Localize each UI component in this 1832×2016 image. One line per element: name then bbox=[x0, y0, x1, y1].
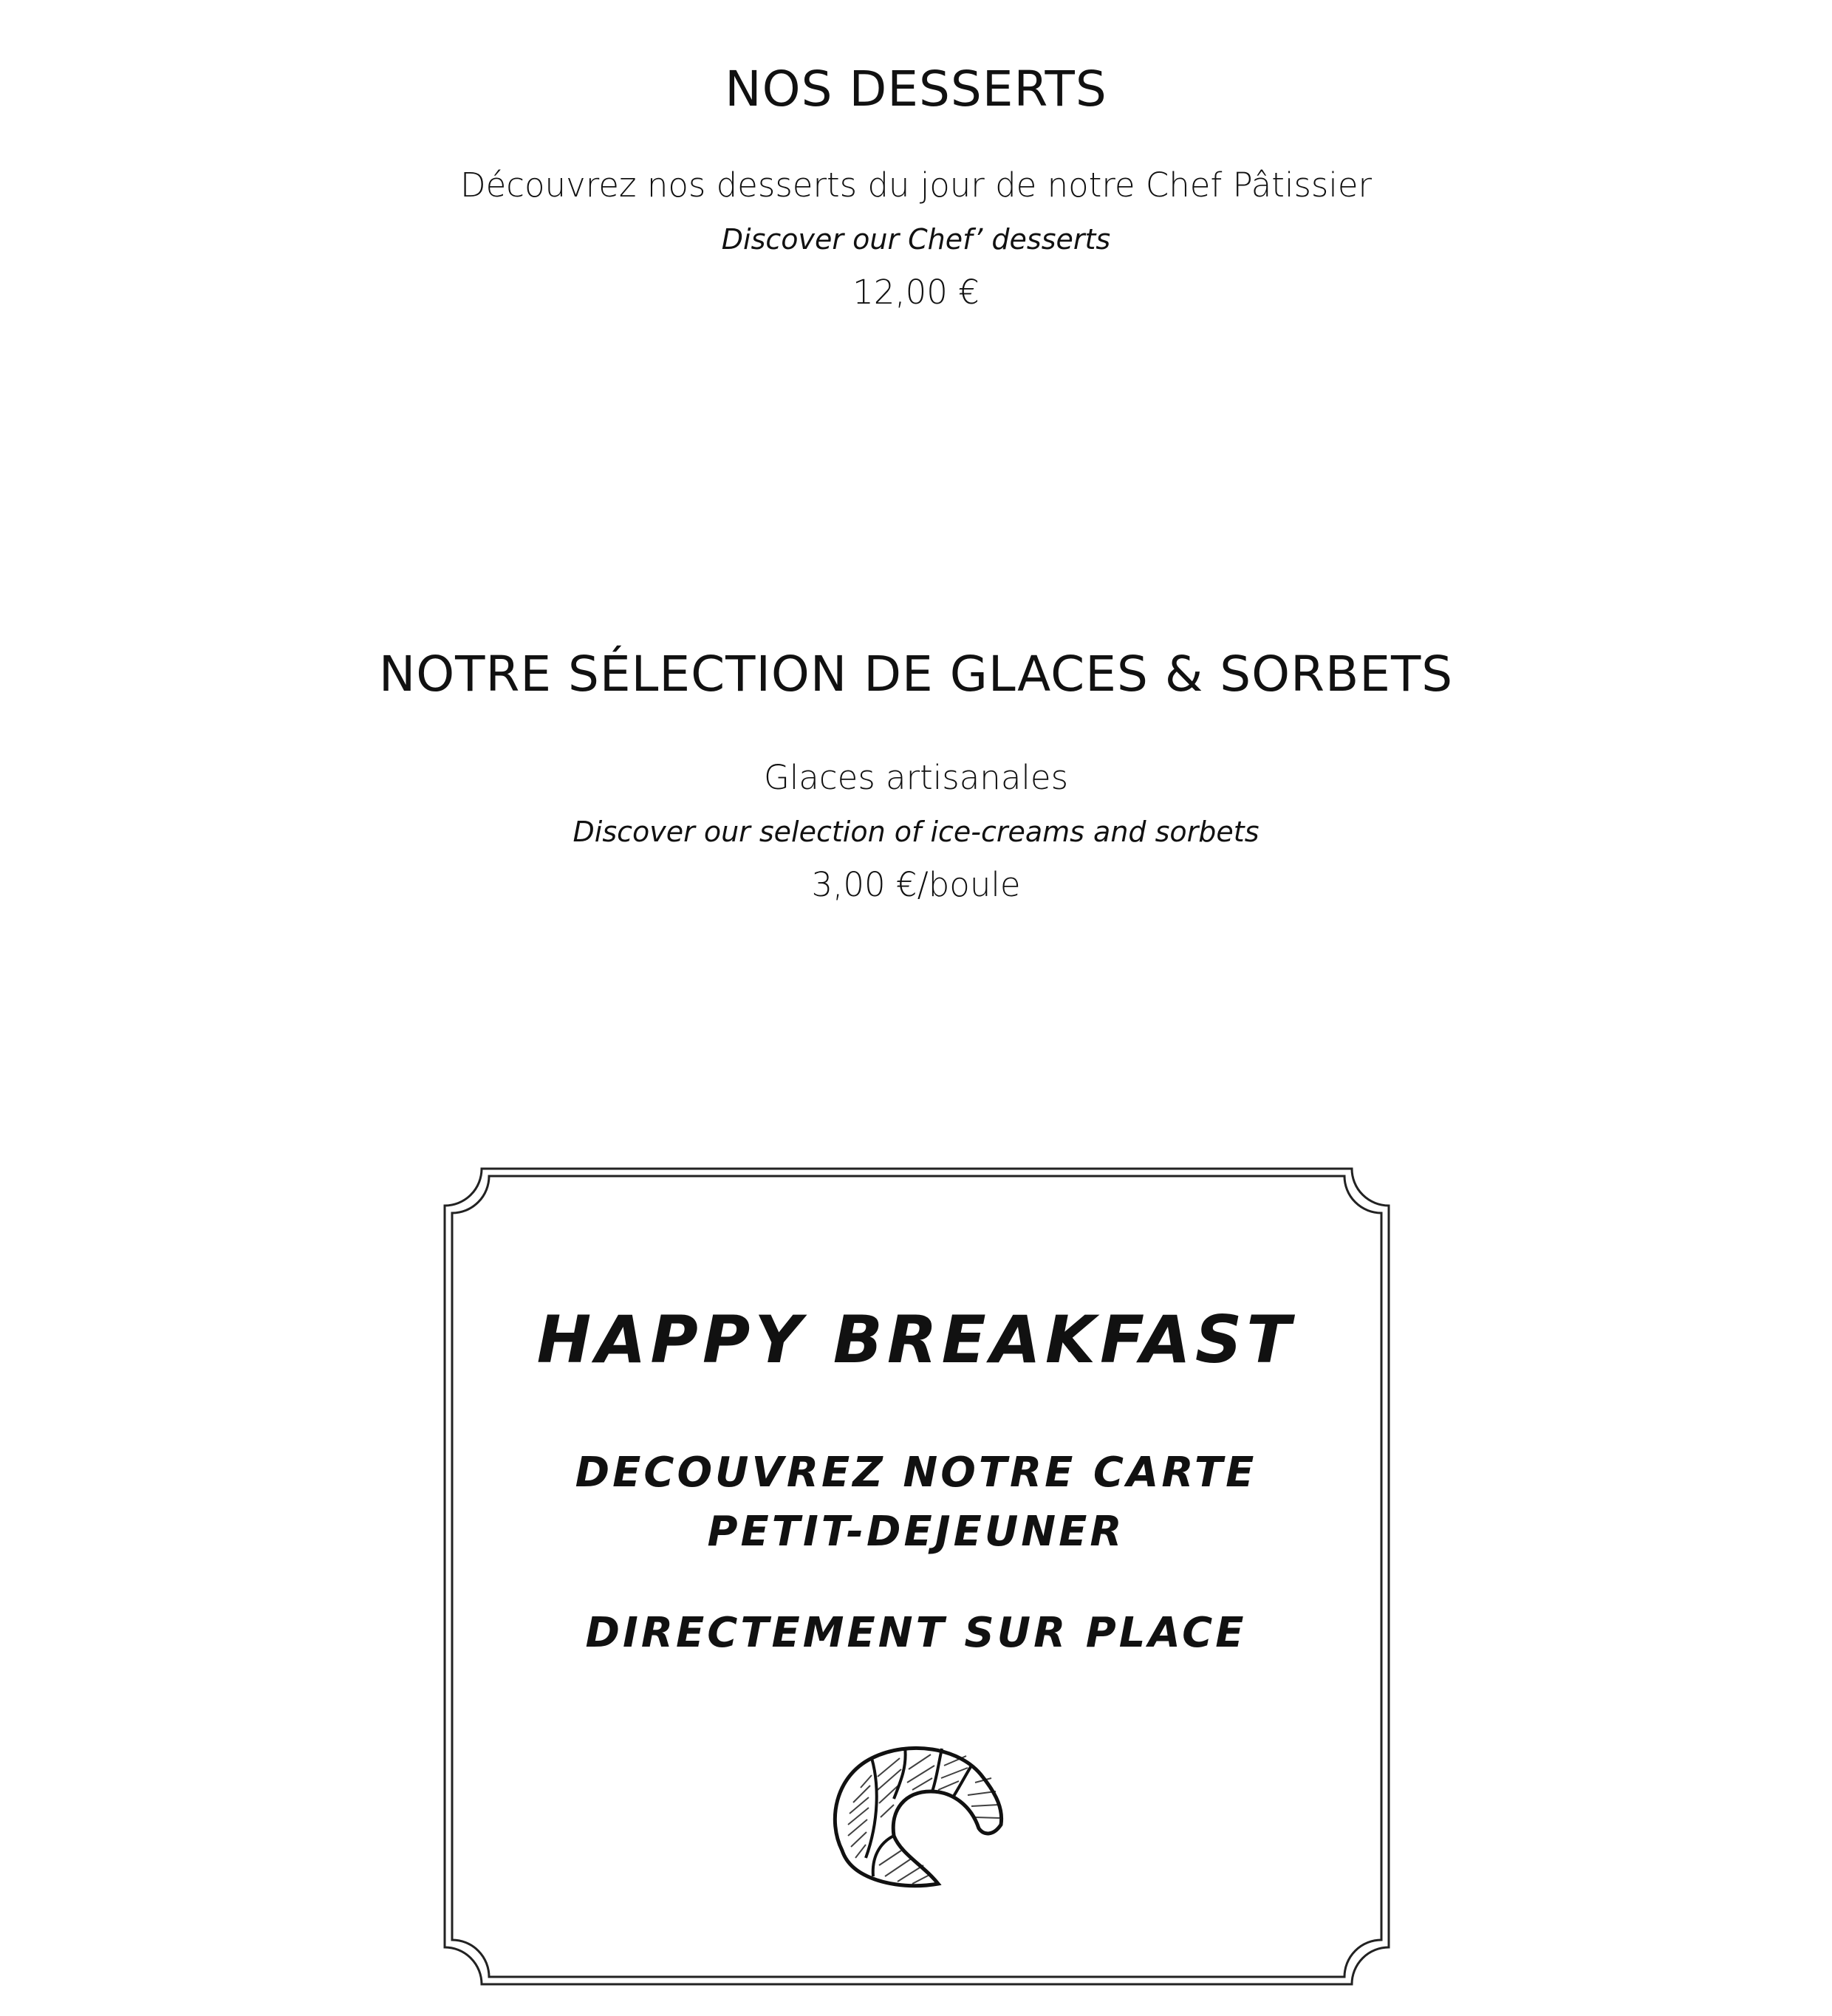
desserts-item-price: 12,00 € bbox=[852, 273, 980, 312]
breakfast-title: HAPPY BREAKFAST bbox=[536, 1302, 1296, 1378]
desserts-item-name: Découvrez nos desserts du jour de notre Chef Pâtissier bbox=[459, 165, 1373, 205]
ice-cream-section-title: NOTRE SÉLECTION DE GLACES & SORBETS bbox=[378, 646, 1454, 703]
croissant-icon bbox=[820, 1732, 1012, 1895]
desserts-item-translation: Discover our Chef’ desserts bbox=[721, 223, 1111, 256]
ice-cream-item-price: 3,00 €/boule bbox=[811, 865, 1021, 904]
ice-cream-item-translation: Discover our selection of ice-creams and sorbets bbox=[572, 816, 1260, 848]
ice-cream-item-name: Glaces artisanales bbox=[763, 758, 1069, 797]
breakfast-line-1: DECOUVREZ NOTRE CARTE bbox=[575, 1449, 1257, 1497]
breakfast-line-3: DIRECTEMENT SUR PLACE bbox=[585, 1609, 1247, 1657]
desserts-section-title: NOS DESSERTS bbox=[725, 61, 1107, 117]
breakfast-line-2: PETIT-DEJEUNER bbox=[707, 1508, 1125, 1556]
